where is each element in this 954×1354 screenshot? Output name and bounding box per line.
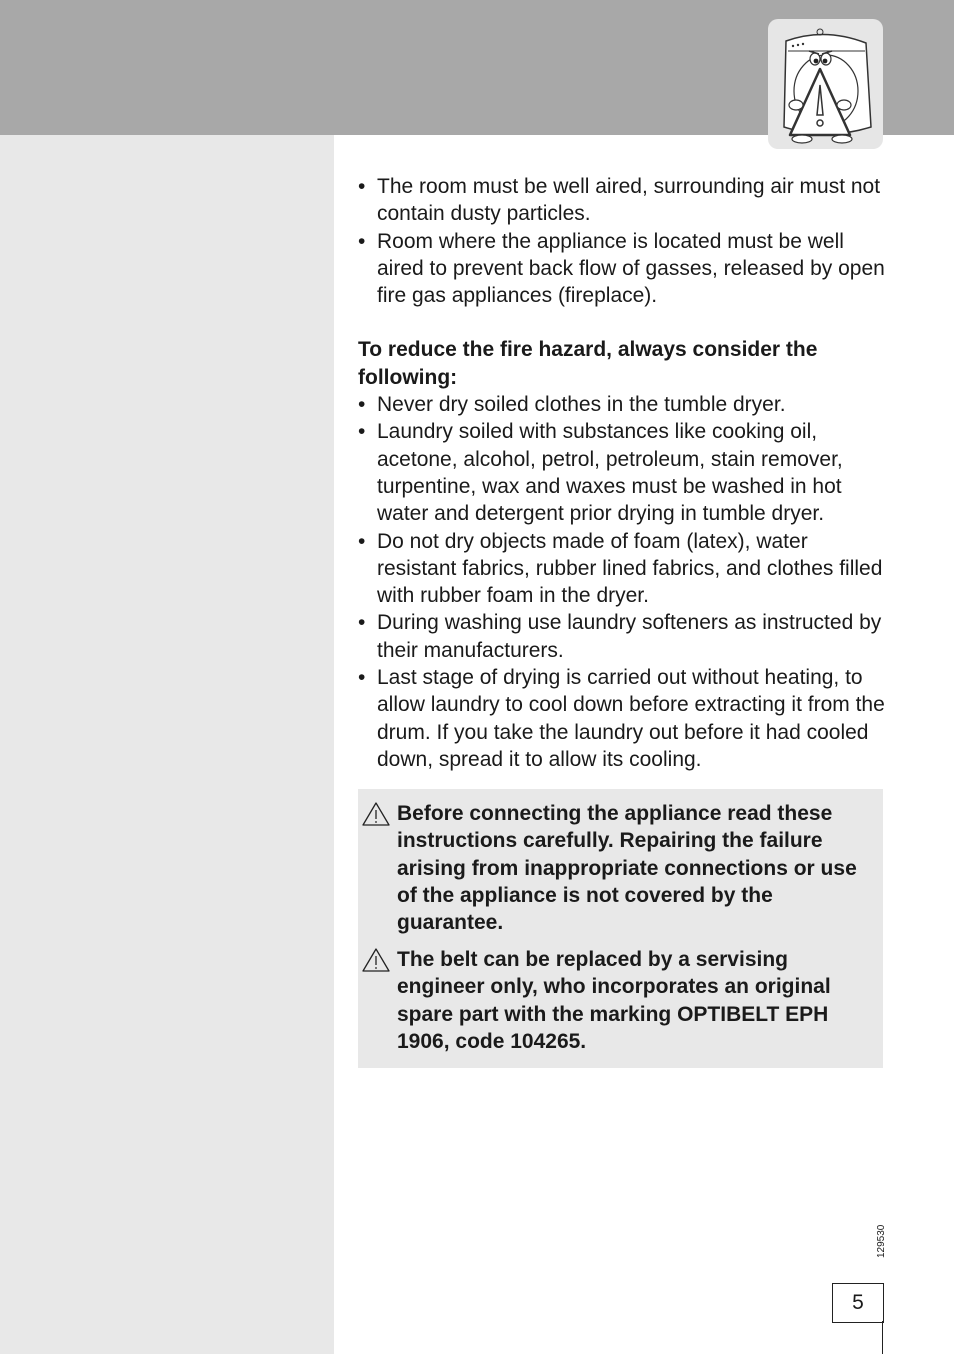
page-number: 5 <box>832 1283 884 1323</box>
list-item: • Never dry soiled clothes in the tumble dryer. <box>358 391 888 418</box>
room-requirements-list <box>358 173 888 309</box>
warning-text: The belt can be replaced by a servising engineer only, who incorporates an original spare part with the marking OPTIBELT EPH 1906, code 104265. <box>397 948 831 1053</box>
warning-mascot-icon <box>768 19 883 149</box>
list-item: • During washing use laundry softeners as instructed by their manufacturers. <box>358 609 888 664</box>
warning-text: Before connecting the appliance read these instructions carefully. Repairing the failure arising from inappropriate connections or use of the appliance is not covered by the guarantee. <box>397 802 857 935</box>
fire-hazard-list <box>358 391 888 773</box>
warning-box <box>358 789 883 1068</box>
list-item: • The room must be well aired, surrounding air must not contain dusty particles. <box>358 173 888 228</box>
list-item: • Laundry soiled with substances like cooking oil, acetone, alcohol, petrol, petroleum, stain remover, turpentine, wax and waxes must be washed in hot water and detergent prior drying in tumble dryer. <box>358 418 888 527</box>
list-item: • Room where the appliance is located must be well aired to prevent back flow of gasses, released by open fire gas appliances (fireplace). <box>358 228 888 310</box>
left-margin-panel <box>0 135 334 1354</box>
fire-hazard-heading: To reduce the fire hazard, always consider the following: <box>358 338 818 389</box>
list-item: • Do not dry objects made of foam (latex), water resistant fabrics, rubber lined fabrics, and clothes filled with rubber foam in the dryer. <box>358 528 888 610</box>
page-marker-line <box>882 1321 883 1354</box>
warning-connection <box>361 800 871 936</box>
main-text <box>358 173 888 773</box>
document-code: 129530 <box>876 1224 887 1258</box>
warning-triangle-icon <box>361 801 391 834</box>
warning-belt <box>361 946 871 1055</box>
list-item: • Last stage of drying is carried out without heating, to allow laundry to cool down before extracting it from the drum. If you take the laundry out before it had cooled down, spread it to allow its cooling. <box>358 664 888 773</box>
warning-triangle-icon <box>361 947 391 980</box>
